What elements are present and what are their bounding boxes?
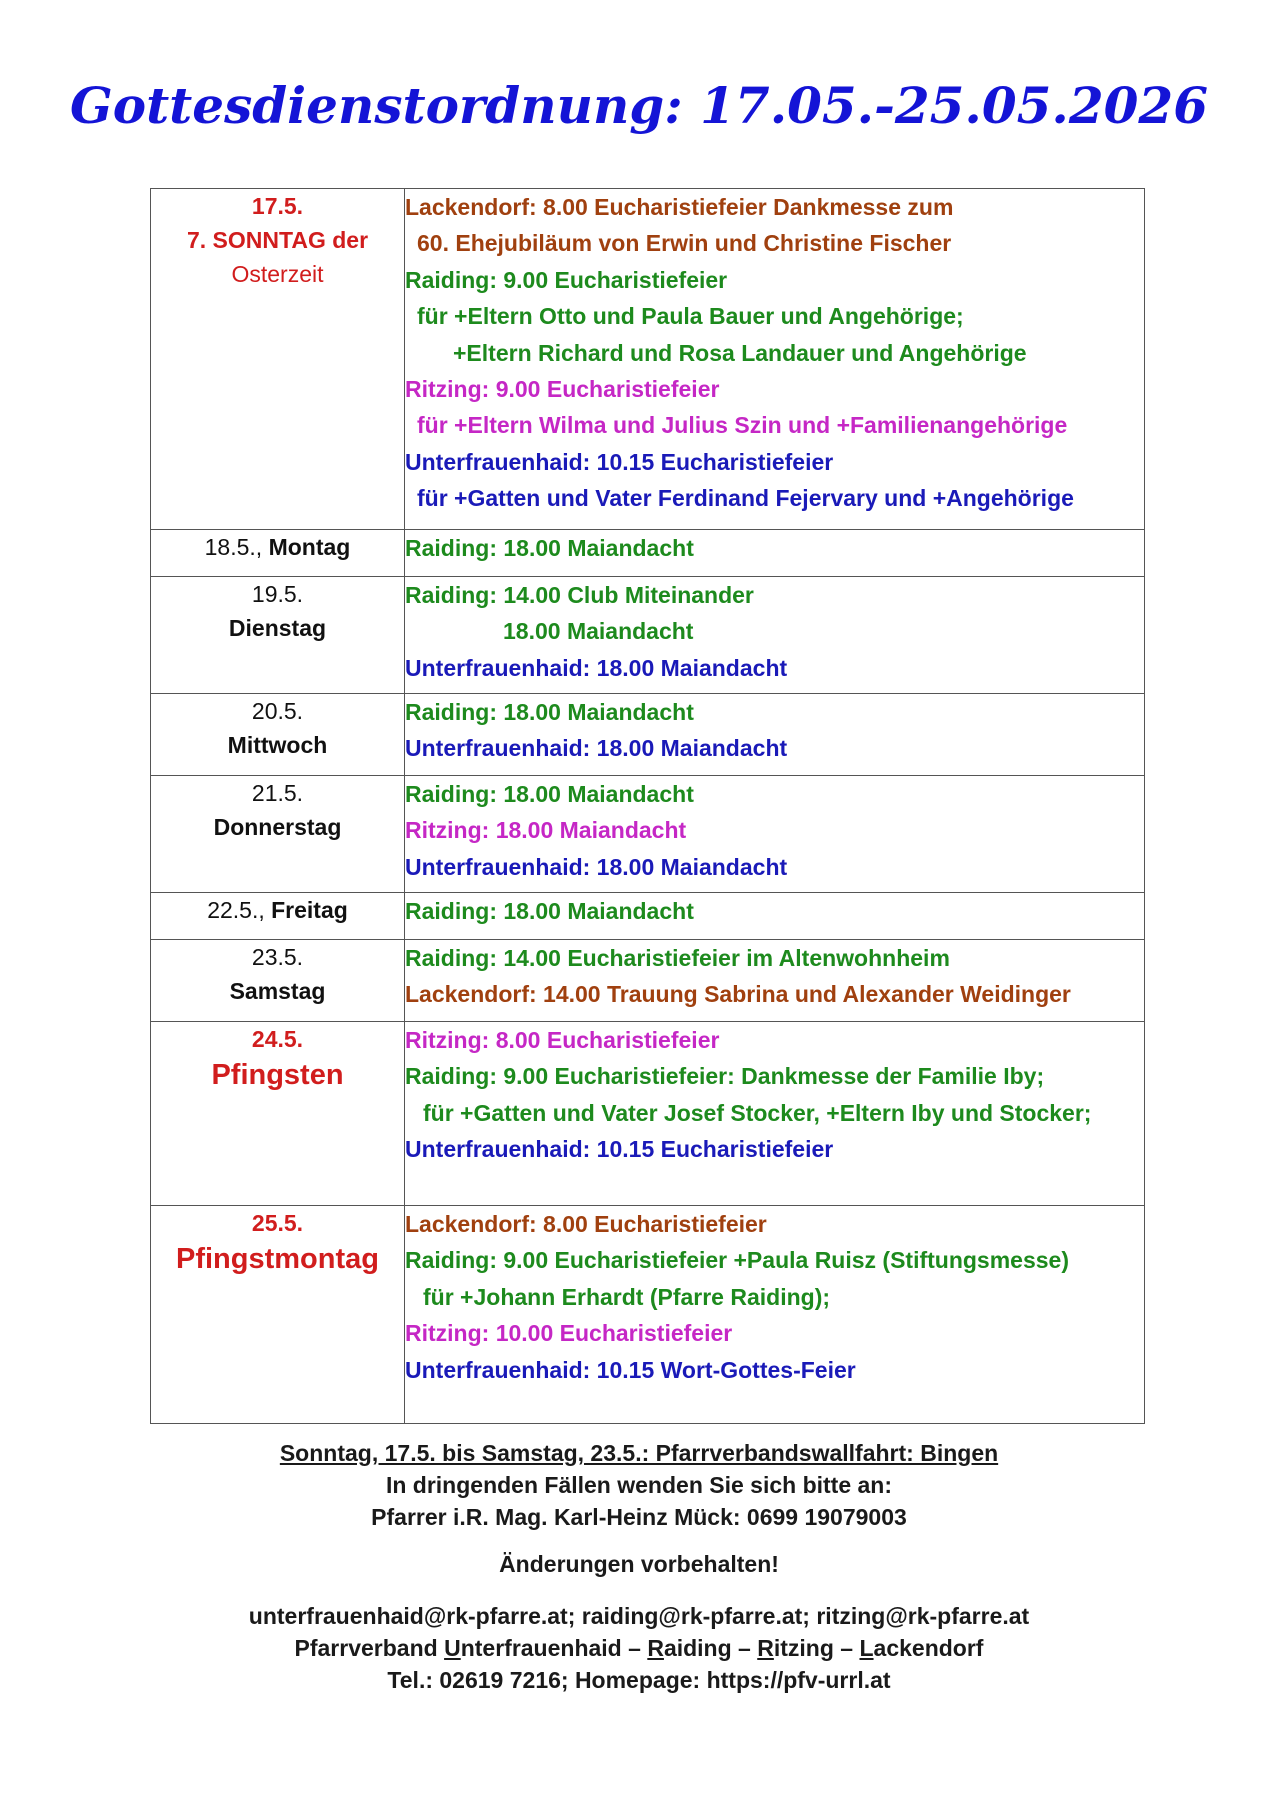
events-cell bbox=[405, 694, 1145, 776]
day-label bbox=[151, 810, 404, 844]
event-line: Ritzing: 18.00 Maiandacht bbox=[405, 817, 687, 844]
parish-prefix: Pfarrverband bbox=[294, 1635, 445, 1661]
day-label bbox=[151, 728, 404, 762]
parish-part-raiding: aiding – bbox=[663, 1635, 758, 1661]
day-label bbox=[151, 940, 404, 974]
page-title: Gottesdienstordnung: 17.05.-25.05.2026 bbox=[70, 76, 1208, 135]
day-text: 22.5., bbox=[207, 897, 272, 923]
day-label bbox=[151, 577, 404, 611]
event-line: 18.00 Maiandacht bbox=[503, 618, 694, 645]
event-line: für +Johann Erhardt (Pfarre Raiding); bbox=[423, 1283, 831, 1310]
schedule-row bbox=[151, 189, 1145, 530]
event-line: Unterfrauenhaid: 10.15 Eucharistiefeier bbox=[405, 448, 834, 475]
day-text: 25.5. bbox=[251, 1210, 304, 1236]
schedule-row bbox=[151, 1206, 1145, 1424]
day-cell bbox=[151, 530, 405, 577]
day-cell bbox=[151, 577, 405, 694]
day-label bbox=[151, 893, 404, 927]
day-cell bbox=[151, 189, 405, 530]
schedule-row bbox=[151, 694, 1145, 776]
parish-association-name bbox=[0, 1632, 1278, 1664]
pilgrimage-notice: Sonntag, 17.5. bis Samstag, 23.5.: Pfarrverbandswallfahrt: Bingen bbox=[279, 1440, 999, 1466]
event-line: für +Eltern Otto und Paula Bauer und Angehörige; bbox=[417, 303, 964, 330]
day-cell bbox=[151, 1022, 405, 1206]
event-line: Unterfrauenhaid: 18.00 Maiandacht bbox=[405, 853, 788, 880]
notice-block bbox=[0, 1437, 1278, 1533]
event-line: Lackendorf: 8.00 Eucharistiefeier Dankmesse zum bbox=[405, 194, 954, 220]
day-label bbox=[151, 974, 404, 1008]
event-line: für +Gatten und Vater Josef Stocker, +Eltern Iby und Stocker; bbox=[423, 1099, 1092, 1126]
day-cell bbox=[151, 1206, 405, 1424]
events-cell bbox=[405, 577, 1145, 694]
parish-initial-u: U bbox=[444, 1635, 461, 1661]
schedule-row bbox=[151, 940, 1145, 1022]
event-line: Unterfrauenhaid: 10.15 Wort-Gottes-Feier bbox=[405, 1356, 856, 1383]
day-label bbox=[151, 1206, 404, 1240]
event-line: Unterfrauenhaid: 10.15 Eucharistiefeier bbox=[405, 1136, 834, 1163]
day-label bbox=[151, 223, 404, 257]
event-line: 60. Ehejubiläum von Erwin und Christine Fischer bbox=[417, 230, 952, 257]
disclaimer-text: Änderungen vorbehalten! bbox=[499, 1551, 779, 1577]
event-line: Ritzing: 10.00 Eucharistiefeier bbox=[405, 1320, 733, 1347]
schedule-table bbox=[150, 188, 1145, 1424]
event-line: Raiding: 9.00 Eucharistiefeier +Paula Ruisz (Stiftungsmesse) bbox=[405, 1247, 1070, 1274]
events-cell bbox=[405, 940, 1145, 1022]
events-cell bbox=[405, 776, 1145, 893]
schedule-row bbox=[151, 530, 1145, 577]
event-line: Raiding: 14.00 Eucharistiefeier im Altenwohnheim bbox=[405, 945, 950, 971]
events-cell bbox=[405, 530, 1145, 577]
day-cell bbox=[151, 893, 405, 940]
events-cell bbox=[405, 1206, 1145, 1424]
email-list[interactable]: unterfrauenhaid@rk-pfarre.at; raiding@rk-pfarre.at; ritzing@rk-pfarre.at bbox=[248, 1603, 1030, 1629]
day-cell bbox=[151, 776, 405, 893]
parish-initial-r1: R bbox=[647, 1635, 664, 1661]
parish-part-ritzing: itzing – bbox=[773, 1635, 860, 1661]
event-line: für +Gatten und Vater Ferdinand Fejervary und +Angehörige bbox=[417, 485, 1074, 512]
parish-part-lackendorf: ackendorf bbox=[873, 1635, 984, 1661]
event-line: Raiding: 18.00 Maiandacht bbox=[405, 535, 694, 561]
schedule-body bbox=[151, 189, 1145, 1424]
schedule-row bbox=[151, 776, 1145, 893]
day-text: Mittwoch bbox=[227, 732, 328, 758]
day-text: 7. SONNTAG der bbox=[186, 227, 369, 253]
events-cell bbox=[405, 189, 1145, 530]
event-line: Raiding: 9.00 Eucharistiefeier bbox=[405, 266, 728, 293]
day-label bbox=[151, 694, 404, 728]
event-line: Raiding: 18.00 Maiandacht bbox=[405, 781, 694, 807]
day-text: Osterzeit bbox=[231, 261, 324, 287]
day-text: 21.5. bbox=[251, 780, 304, 806]
day-cell bbox=[151, 940, 405, 1022]
event-line: für +Eltern Wilma und Julius Szin und +Familienangehörige bbox=[417, 412, 1068, 439]
day-text: 23.5. bbox=[251, 944, 304, 970]
schedule-row bbox=[151, 893, 1145, 940]
parish-initial-l: L bbox=[859, 1635, 874, 1661]
day-label bbox=[151, 776, 404, 810]
contact-block bbox=[0, 1600, 1278, 1696]
event-line: Raiding: 18.00 Maiandacht bbox=[405, 699, 694, 725]
day-label bbox=[151, 530, 404, 564]
day-cell bbox=[151, 694, 405, 776]
event-line: Raiding: 14.00 Club Miteinander bbox=[405, 582, 754, 608]
event-line: Lackendorf: 14.00 Trauung Sabrina und Alexander Weidinger bbox=[405, 981, 1071, 1008]
parish-initial-r2: R bbox=[757, 1635, 774, 1661]
phone-homepage[interactable]: Tel.: 02619 7216; Homepage: https://pfv-urrl.at bbox=[387, 1667, 891, 1693]
event-line: Ritzing: 8.00 Eucharistiefeier bbox=[405, 1027, 720, 1053]
day-label bbox=[151, 257, 404, 291]
day-text: 17.5. bbox=[251, 193, 304, 219]
day-text: 19.5. bbox=[251, 581, 304, 607]
day-label bbox=[151, 189, 404, 223]
event-line: +Eltern Richard und Rosa Landauer und Angehörige bbox=[453, 339, 1027, 366]
weekday-name: Freitag bbox=[271, 897, 348, 923]
parish-part-unterfrauenhaid: nterfrauenhaid – bbox=[460, 1635, 648, 1661]
day-text: Pfingsten bbox=[211, 1059, 344, 1091]
events-cell bbox=[405, 1022, 1145, 1206]
day-label bbox=[151, 1240, 404, 1278]
day-text: Samstag bbox=[229, 978, 326, 1004]
event-line: Ritzing: 9.00 Eucharistiefeier bbox=[405, 376, 720, 403]
day-text: Dienstag bbox=[228, 615, 327, 641]
event-line: Unterfrauenhaid: 18.00 Maiandacht bbox=[405, 654, 788, 681]
day-label bbox=[151, 611, 404, 645]
day-label bbox=[151, 1056, 404, 1094]
disclaimer bbox=[0, 1548, 1278, 1580]
weekday-name: Montag bbox=[268, 534, 351, 560]
events-cell bbox=[405, 893, 1145, 940]
day-text: Pfingstmontag bbox=[176, 1243, 379, 1275]
day-text: 20.5. bbox=[251, 698, 304, 724]
day-label bbox=[151, 1022, 404, 1056]
event-line: Raiding: 9.00 Eucharistiefeier: Dankmesse der Familie Iby; bbox=[405, 1063, 1045, 1090]
priest-contact: Pfarrer i.R. Mag. Karl-Heinz Mück: 0699 19079003 bbox=[371, 1504, 907, 1530]
event-line: Unterfrauenhaid: 18.00 Maiandacht bbox=[405, 735, 788, 762]
day-text: Donnerstag bbox=[213, 814, 342, 840]
day-text: 18.5., bbox=[204, 534, 269, 560]
event-line: Raiding: 18.00 Maiandacht bbox=[405, 898, 694, 924]
schedule-row bbox=[151, 1022, 1145, 1206]
event-line: Lackendorf: 8.00 Eucharistiefeier bbox=[405, 1211, 767, 1237]
urgent-contact-text: In dringenden Fällen wenden Sie sich bitte an: bbox=[385, 1472, 893, 1498]
day-text: 24.5. bbox=[251, 1026, 304, 1052]
schedule-row bbox=[151, 577, 1145, 694]
